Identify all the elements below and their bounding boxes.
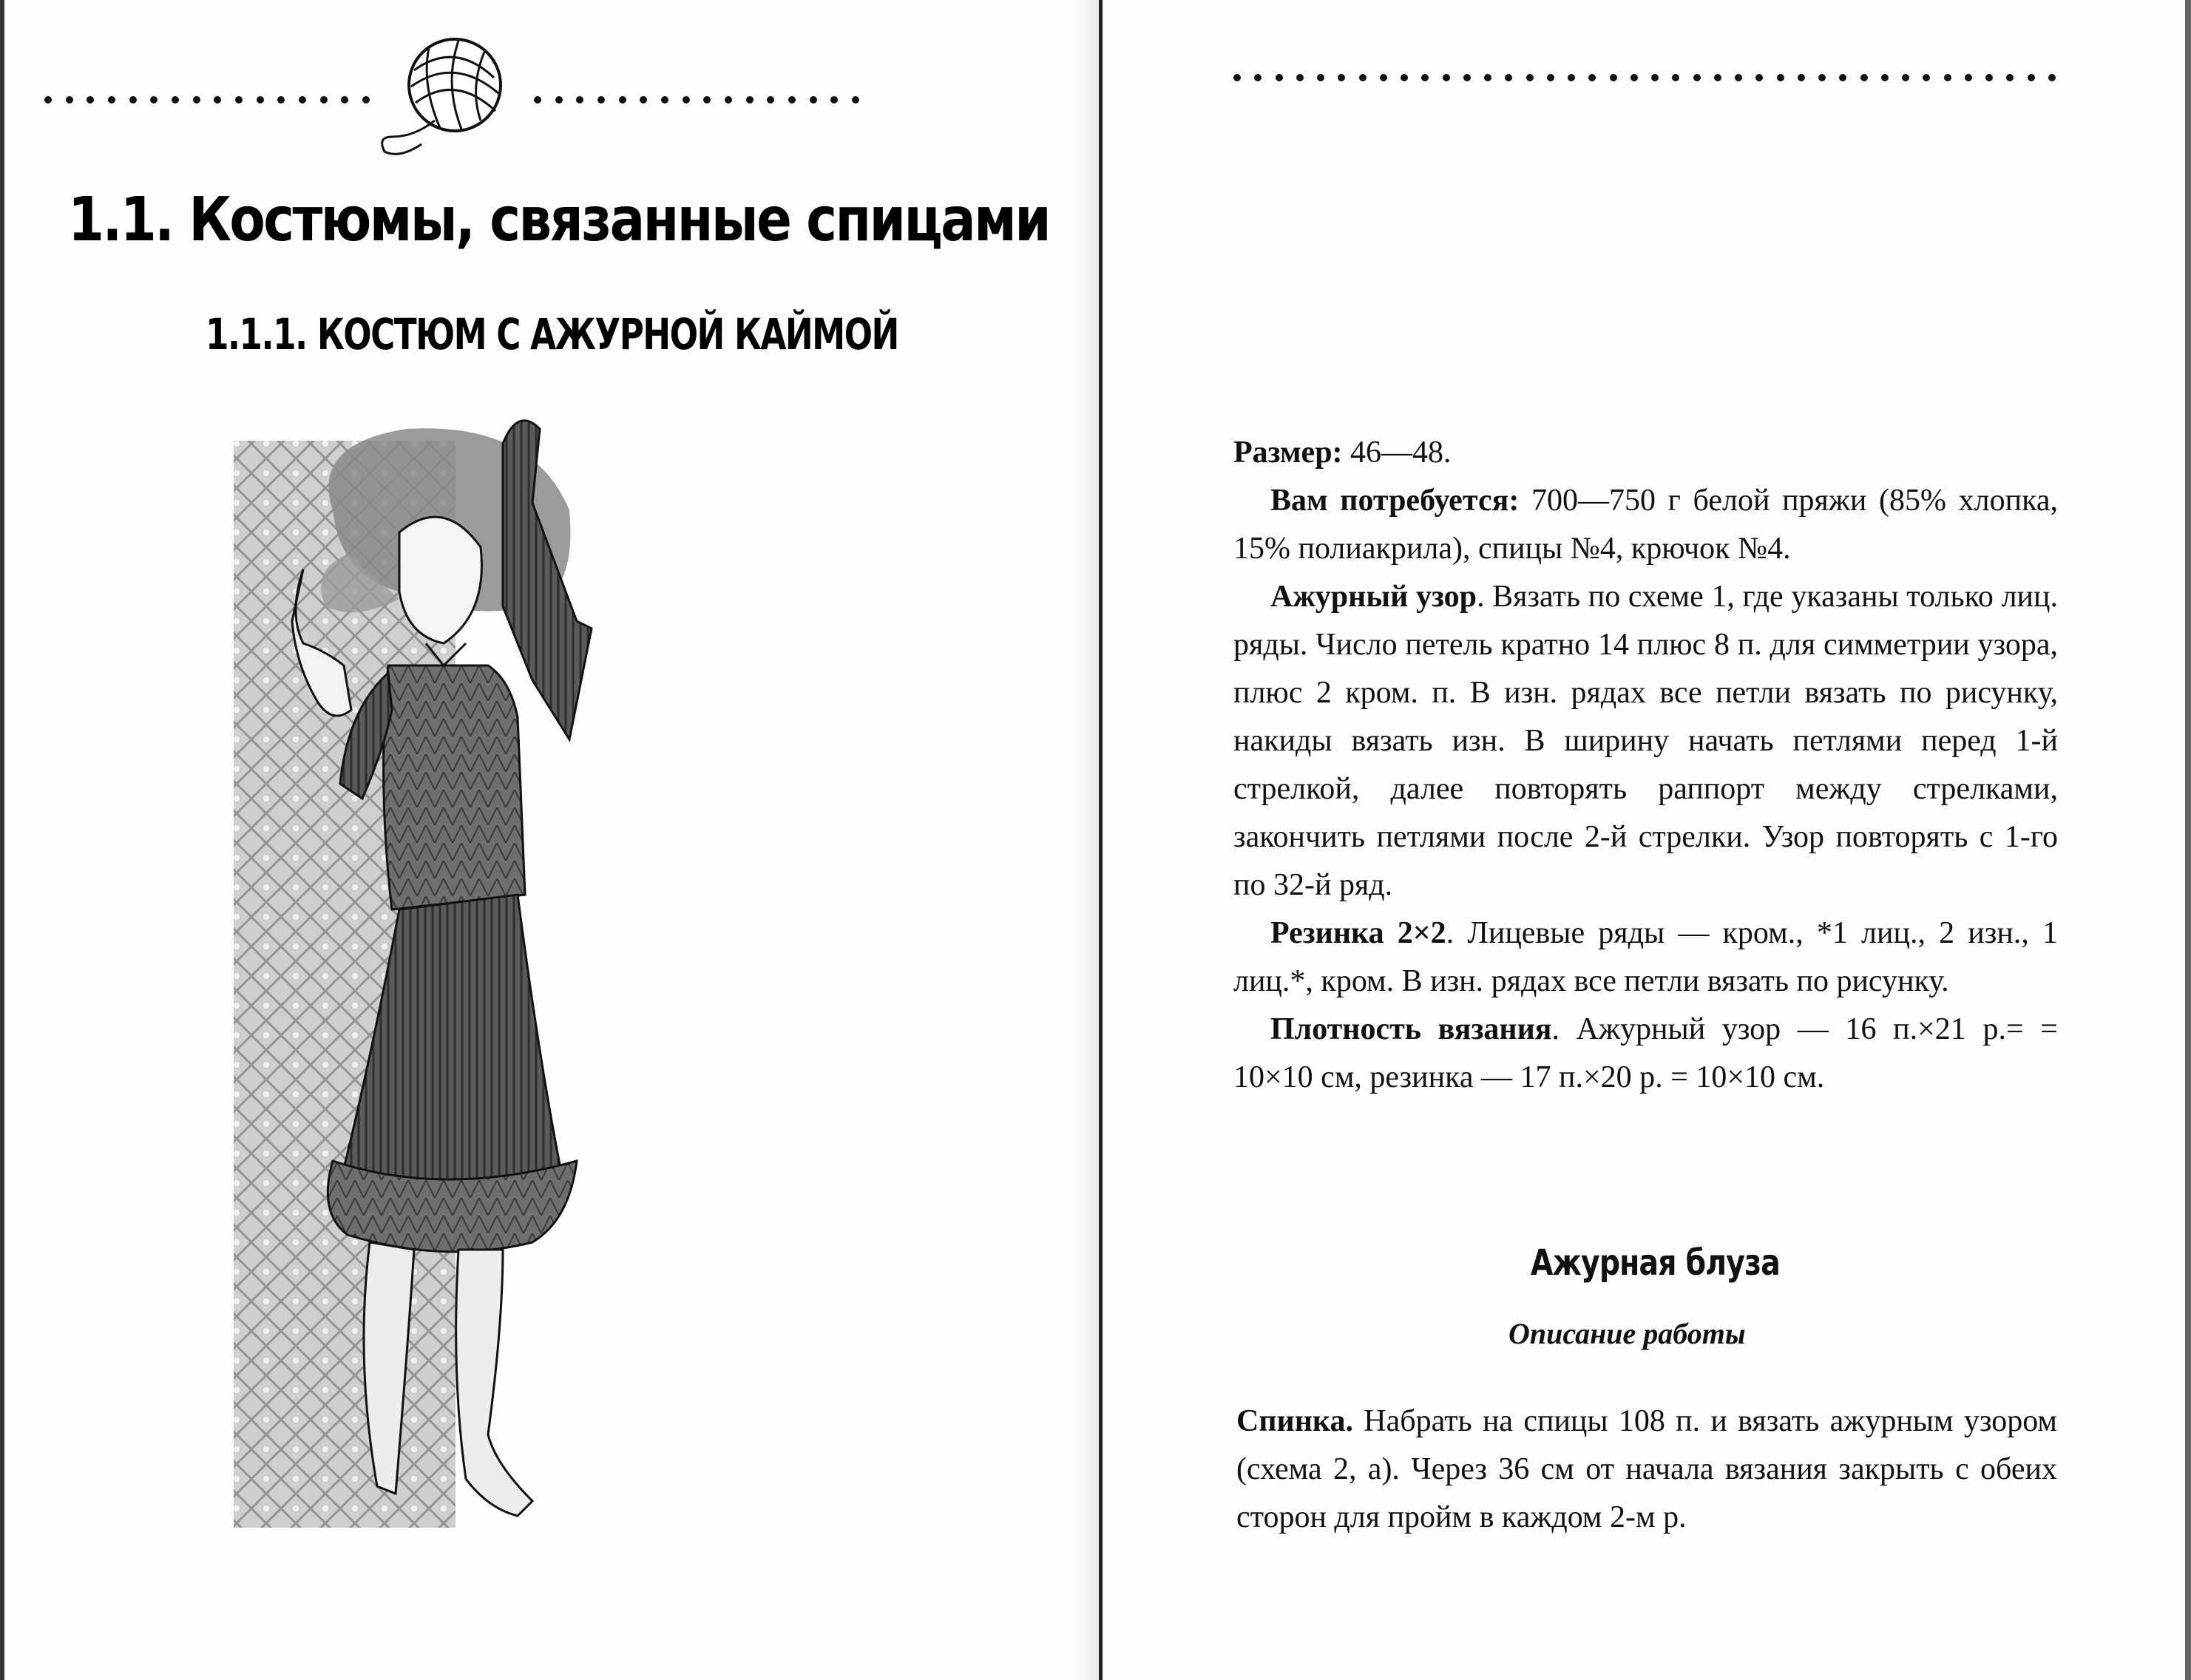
gauge-paragraph: [1233, 1006, 2058, 1102]
openwork-text: . Вязать по схеме 1, где указаны только лиц. ряды. Число петель кратно 14 плюс 8 п. для симметрии узора, плюс 2 кром. п. В изн. рядах все петли вязать по рисунку, накиды вязать изн. В ширину начать петлями перед 1-й стрелкой, далее повторять раппорт между стрелками, закончить петлями после 2-й стрелки. Узор повторять с 1-го по 32-й ряд.: [1233, 580, 2058, 902]
header-dots-left-a: [44, 96, 370, 104]
materials-paragraph: [1233, 477, 2058, 573]
work-description-heading: Описание работы: [1508, 1317, 1746, 1350]
size-label: Размер:: [1233, 436, 1343, 470]
back-text: Набрать на спицы 108 п. и вязать ажурным узором (схема 2, а). Через 36 см от начала вязания закрыть с обеих сторон для пройм в каждом 2-м р.: [1236, 1404, 2057, 1534]
back-paragraph: [1236, 1398, 2057, 1542]
size-value: 46—48.: [1342, 436, 1452, 470]
yarn-ball-icon: [370, 26, 540, 159]
rib-paragraph: [1233, 910, 2058, 1006]
rib-text: . Лицевые ряды — кром., *1 лиц., 2 изн., 1 лиц.*, кром. В изн. рядах все петли вязать по рисунку.: [1233, 916, 2058, 998]
header-dots-left-b: [534, 96, 859, 104]
materials-text: 700—750 г белой пряжи (85% хлопка, 15% полиакрила), спицы №4, крючок №4.: [1233, 484, 2059, 566]
section-title: 1.1.1. КОСТЮМ С АЖУРНОЙ КАЙМОЙ: [206, 309, 898, 359]
chapter-title: 1.1. Костюмы, связанные спицами: [68, 185, 1050, 255]
back-label: Спинка.: [1236, 1404, 1353, 1438]
book-gutter: [1099, 0, 1103, 1680]
gutter-shadow: [1076, 0, 1099, 1680]
blouse-title: Ажурная блуза: [1531, 1242, 1780, 1284]
scan-edge-left: [0, 0, 4, 1680]
openwork-label: Ажурный узор: [1270, 580, 1477, 614]
gauge-label: Плотность вязания: [1270, 1012, 1552, 1046]
rib-label: Резинка 2×2: [1270, 916, 1446, 950]
back-block: [1236, 1398, 2057, 1542]
scan-edge-right: [2185, 0, 2191, 1680]
materials-label: Вам потребуется:: [1270, 484, 1520, 518]
woman-in-knitted-suit-illustration: [222, 399, 739, 1553]
header-dots-right: [1233, 74, 2056, 81]
gauge-text: . Ажурный узор — 16 п.×21 р.= = 10×10 см, резинка — 17 п.×20 р. = 10×10 см.: [1233, 1012, 2058, 1094]
materials-block: [1233, 429, 2058, 1102]
openwork-paragraph: [1233, 573, 2058, 910]
size-paragraph: [1233, 429, 2058, 477]
